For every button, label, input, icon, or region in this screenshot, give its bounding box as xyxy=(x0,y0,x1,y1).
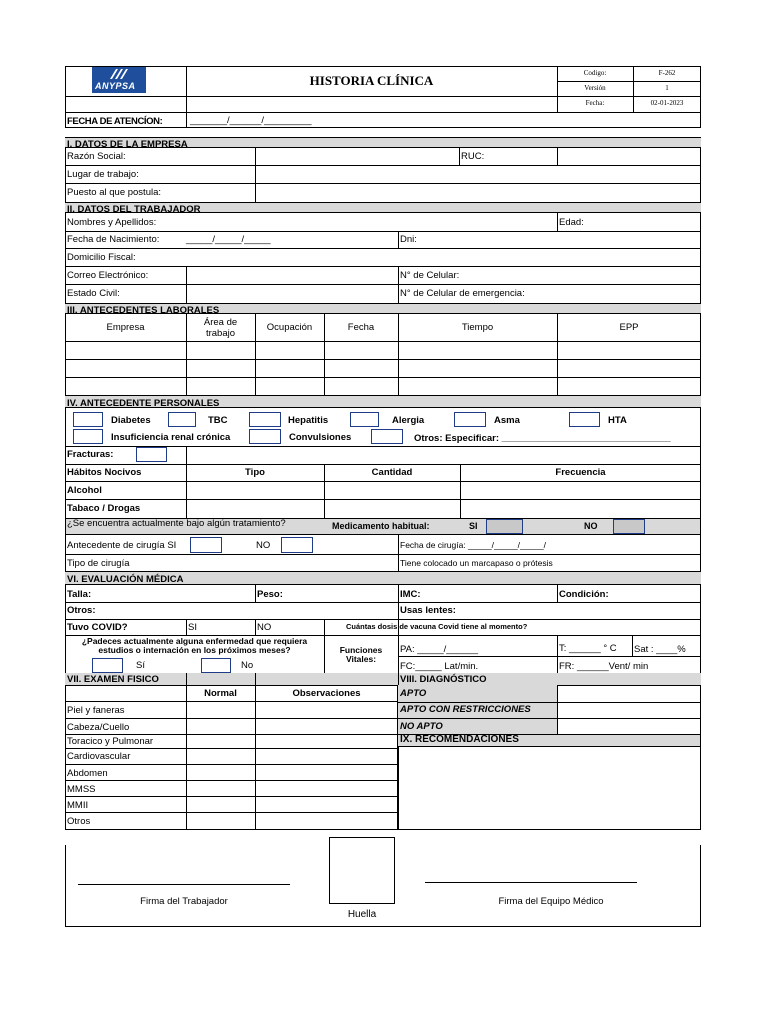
version-label: Versión xyxy=(584,84,606,92)
huella-label: Huella xyxy=(347,909,377,920)
tratamiento-si-label: SI xyxy=(469,521,478,531)
asma-checkbox[interactable] xyxy=(454,412,486,427)
marcapaso-label: Tiene colocado un marcapaso o prótesis xyxy=(400,558,553,568)
section-title-trabajador: II. DATOS DEL TRABAJADOR xyxy=(67,204,201,215)
habitos-label: Hábitos Nocivos xyxy=(67,467,142,478)
section-title-personales: IV. ANTECEDENTE PERSONALES xyxy=(67,398,220,409)
talla-label: Talla: xyxy=(67,589,92,600)
tabaco-label: Tabaco / Drogas xyxy=(67,503,141,514)
examen-item: MMSS xyxy=(67,784,96,795)
company-logo xyxy=(92,67,146,93)
apto-field[interactable] xyxy=(558,686,700,701)
celular-emergencia-label: N° de Celular de emergencia: xyxy=(400,288,525,299)
medicamento-label: Medicamento habitual: xyxy=(332,521,430,531)
logo-text: ANYPSA xyxy=(95,81,136,91)
padeces-si-label: Sí xyxy=(136,660,145,671)
saturacion-field[interactable]: Sat : ____% xyxy=(634,644,686,655)
hta-checkbox[interactable] xyxy=(569,412,600,427)
firma-trabajador-label: Firma del Trabajador xyxy=(140,896,228,907)
tratamiento-label: ¿Se encuentra actualmente bajo algún tratamiento? xyxy=(67,518,286,529)
razon-social-field[interactable] xyxy=(256,149,458,164)
apto-restricciones-field[interactable] xyxy=(558,703,700,717)
col-fecha: Fecha xyxy=(347,322,375,333)
hepatitis-label: Hepatitis xyxy=(288,415,329,426)
section-title-examen: VII. EXAMEN FISICO xyxy=(67,674,159,685)
observaciones-header: Observaciones xyxy=(292,688,361,699)
temperatura-field[interactable]: T: ______ ° C xyxy=(559,643,617,654)
usas-lentes-label: Usas lentes: xyxy=(400,605,456,616)
section-title-evaluacion: VI. EVALUACIÓN MÉDICA xyxy=(67,574,184,585)
insuficiencia-checkbox[interactable] xyxy=(73,429,103,444)
tipo-header: Tipo xyxy=(245,467,265,478)
col-area-2: trabajo xyxy=(205,328,236,339)
peso-label: Peso: xyxy=(257,589,283,600)
otros-checkbox[interactable] xyxy=(371,429,403,444)
convulsiones-checkbox[interactable] xyxy=(249,429,281,444)
col-empresa: Empresa xyxy=(106,322,145,333)
frecuencia-header: Frecuencia xyxy=(555,467,606,478)
section-title-diagnostico: VIII. DIAGNÓSTICO xyxy=(400,674,487,685)
form-title: HISTORIA CLÍNICA xyxy=(309,73,434,88)
recomendaciones-box[interactable] xyxy=(398,734,701,830)
codigo-value: F-262 xyxy=(658,69,676,77)
examen-item: Otros xyxy=(67,816,91,827)
ruc-label: RUC: xyxy=(461,151,485,162)
normal-header: Normal xyxy=(204,688,237,699)
diabetes-checkbox[interactable] xyxy=(73,412,103,427)
padeces-no-label: No xyxy=(241,660,254,671)
asma-label: Asma xyxy=(494,415,520,426)
fecha-label: Fecha: xyxy=(585,99,605,107)
examen-item: Cardiovascular xyxy=(67,751,131,762)
funciones-label-2: Vitales: xyxy=(345,654,377,664)
cirugia-si-checkbox[interactable] xyxy=(190,537,222,553)
section-evaluacion xyxy=(65,571,701,585)
fecha-cirugia-label[interactable]: Fecha de cirugía: _____/_____/_____/ xyxy=(400,540,547,550)
section-trabajador xyxy=(65,202,701,213)
puesto-field[interactable] xyxy=(256,184,700,201)
section-title-laborales: III. ANTECEDENTES LABORALES xyxy=(67,305,220,316)
imc-label: IMC: xyxy=(400,589,421,600)
fracturas-checkbox[interactable] xyxy=(136,447,167,462)
fecha-atencion-input[interactable]: _______/______/_________ xyxy=(190,115,312,126)
padeces-si-checkbox[interactable] xyxy=(92,658,123,673)
dosis-label: Cuántas dosis de vacuna Covid tiene al momento? xyxy=(346,622,528,631)
cantidad-header: Cantidad xyxy=(371,467,413,478)
fecha-atencion-label: FECHA DE ATENCÍON: xyxy=(67,116,163,127)
padeces-text-2: estudios o internación en los próximos meses? xyxy=(98,645,291,655)
padeces-text-1: ¿Padeces actualmente alguna enfermedad que requiera xyxy=(81,636,308,646)
logo-stripes-icon xyxy=(92,67,146,81)
fc-field[interactable]: FC:_____ Lat/min. xyxy=(400,661,479,672)
lugar-trabajo-field[interactable] xyxy=(256,166,700,182)
alcohol-label: Alcohol xyxy=(67,485,102,496)
domicilio-label: Domicilio Fiscal: xyxy=(67,252,136,263)
apto-restricciones-label: APTO CON RESTRICCIONES xyxy=(400,704,531,715)
estado-civil-label: Estado Civil: xyxy=(67,288,120,299)
trabajador-table xyxy=(65,213,701,303)
examen-item: Toracico y Pulmonar xyxy=(67,736,154,747)
fecha-value: 02-01-2023 xyxy=(650,99,684,107)
col-ocupacion: Ocupación xyxy=(266,322,313,333)
puesto-label: Puesto al que postula: xyxy=(67,187,162,198)
firma-medico-line[interactable] xyxy=(425,882,637,883)
tratamiento-no-checkbox[interactable] xyxy=(613,519,645,534)
condicion-label: Condición: xyxy=(559,589,609,600)
alergia-label: Alergia xyxy=(392,415,425,426)
fecha-nacimiento-input[interactable]: _____/_____/_____ xyxy=(186,234,271,245)
col-area-1: Área de xyxy=(203,317,238,328)
alergia-checkbox[interactable] xyxy=(350,412,379,427)
examen-item: Abdomen xyxy=(67,768,108,779)
funciones-label-1: Funciones xyxy=(339,645,383,655)
tratamiento-si-checkbox[interactable] xyxy=(486,519,523,534)
huella-box[interactable] xyxy=(329,837,395,904)
ruc-field[interactable] xyxy=(558,149,700,164)
col-tiempo: Tiempo xyxy=(461,322,494,333)
cirugia-no-label: NO xyxy=(256,540,271,551)
section-title-recomendaciones: IX. RECOMENDACIONES xyxy=(400,734,519,745)
no-apto-field[interactable] xyxy=(558,719,700,733)
tbc-checkbox[interactable] xyxy=(168,412,196,427)
version-value: 1 xyxy=(665,84,669,92)
section-empresa xyxy=(65,137,701,148)
correo-label: Correo Electrónico: xyxy=(67,270,149,281)
razon-social-label: Razón Social: xyxy=(67,151,126,162)
firma-trabajador-line[interactable] xyxy=(78,884,290,885)
tratamiento-no-label: NO xyxy=(584,521,598,531)
lugar-trabajo-label: Lugar de trabajo: xyxy=(67,169,139,180)
convulsiones-label: Convulsiones xyxy=(289,432,352,443)
section-title-empresa: I. DATOS DE LA EMPRESA xyxy=(67,139,188,150)
covid-no-label[interactable]: NO xyxy=(257,622,272,633)
fecha-nacimiento-label: Fecha de Nacimiento: xyxy=(67,234,160,245)
otros-especificar-label[interactable]: Otros: Especificar: ________________________________ xyxy=(414,433,671,444)
firma-medico-label: Firma del Equipo Médico xyxy=(498,896,604,907)
examen-item: Piel y faneras xyxy=(67,705,125,716)
insuficiencia-label: Insuficiencia renal crónica xyxy=(111,432,231,443)
tbc-label: TBC xyxy=(208,415,228,426)
section-laborales xyxy=(65,303,701,314)
examen-item: Cabeza/Cuello xyxy=(67,722,130,733)
cirugia-no-checkbox[interactable] xyxy=(281,537,313,553)
col-epp: EPP xyxy=(619,322,639,333)
padeces-no-checkbox[interactable] xyxy=(201,658,231,673)
covid-si-label[interactable]: SI xyxy=(188,622,197,633)
dni-label: Dni: xyxy=(400,234,417,245)
hta-label: HTA xyxy=(608,415,627,426)
hepatitis-checkbox[interactable] xyxy=(249,412,281,427)
tuvo-covid-label: Tuvo COVID? xyxy=(67,622,128,633)
diabetes-label: Diabetes xyxy=(111,415,151,426)
section-personales xyxy=(65,395,701,408)
celular-label: N° de Celular: xyxy=(400,270,460,281)
apto-label: APTO xyxy=(400,688,427,699)
antecedente-cirugia-label: Antecedente de cirugía SI xyxy=(67,540,177,551)
examen-item: MMII xyxy=(67,800,89,811)
edad-label: Edad: xyxy=(559,217,584,228)
codigo-label: Codigo: xyxy=(583,69,607,77)
nombres-label: Nombres y Apellidos: xyxy=(67,217,157,228)
pa-field[interactable]: PA: _____/______ xyxy=(400,644,479,655)
fr-field[interactable]: FR: ______Vent/ min xyxy=(559,661,649,672)
fracturas-label: Fracturas: xyxy=(67,449,114,460)
no-apto-label: NO APTO xyxy=(400,721,443,732)
tipo-cirugia-label: Tipo de cirugía xyxy=(67,558,130,569)
otros-eval-label: Otros: xyxy=(67,605,96,616)
